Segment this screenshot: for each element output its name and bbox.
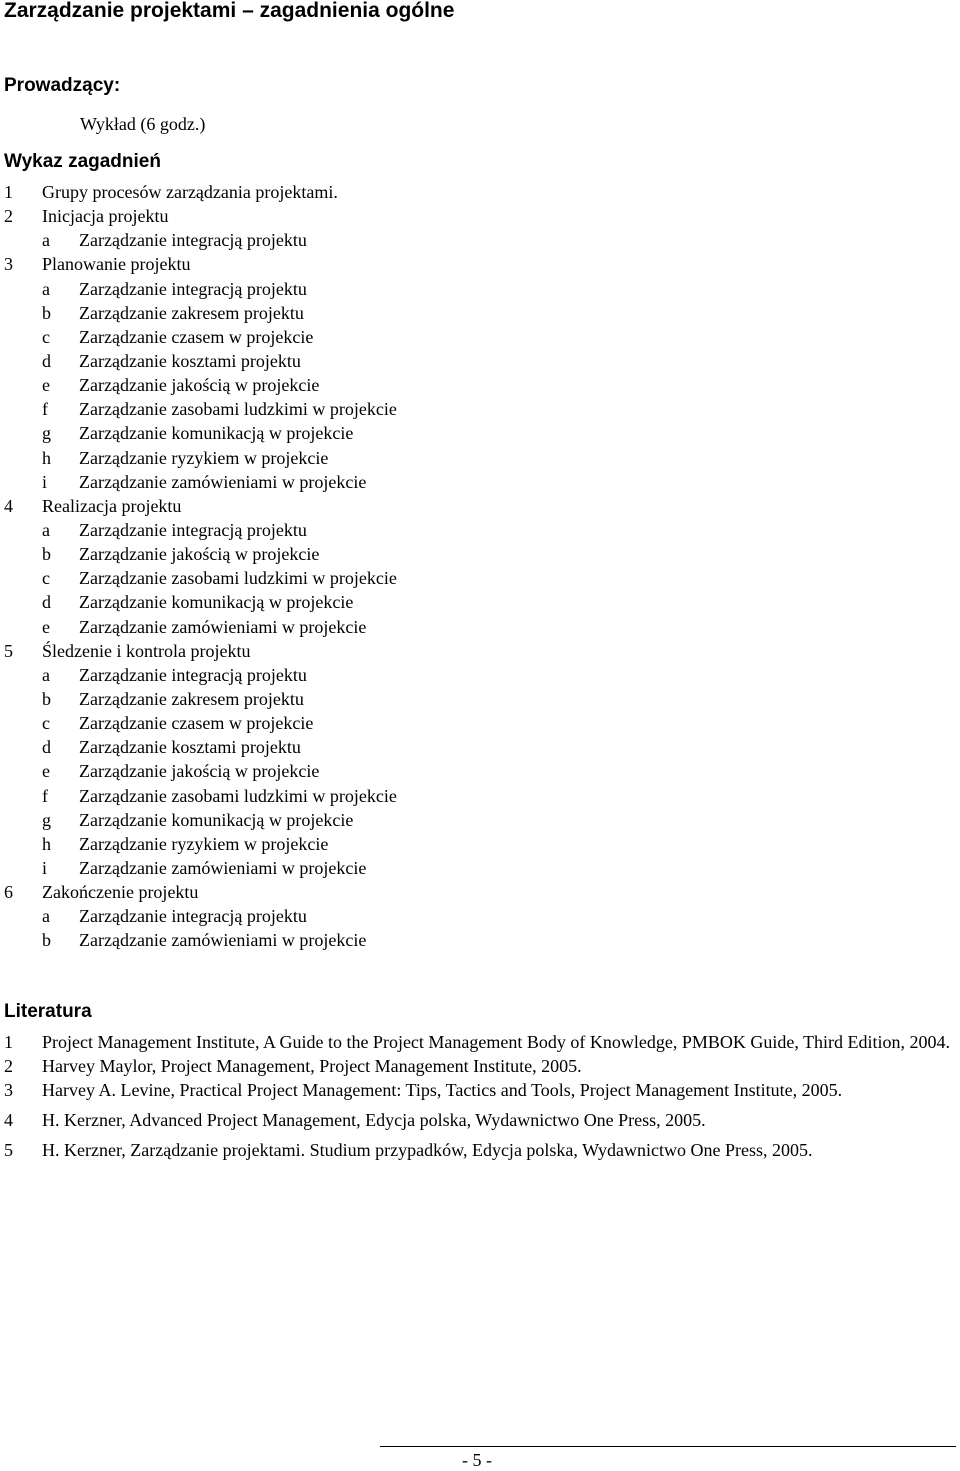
topic-text: Zarządzanie zasobami ludzkimi w projekcie xyxy=(79,399,397,420)
topic-number: d xyxy=(42,737,51,758)
topic-number: e xyxy=(42,375,50,396)
topic-number: c xyxy=(42,568,50,589)
topic-text: Zarządzanie ryzykiem w projekcie xyxy=(79,833,329,854)
literature-text: Harvey A. Levine, Practical Project Management: Tips, Tactics and Tools, Project Management Institute, 2005. xyxy=(42,1080,843,1100)
subtopic-item xyxy=(4,373,944,397)
topic-number: i xyxy=(42,471,48,492)
subtopic-item xyxy=(4,711,944,735)
subtopic-item xyxy=(4,759,944,783)
topic-number: 2 xyxy=(4,206,13,227)
subtopic-item xyxy=(4,808,944,832)
literature-number: 1 xyxy=(4,1032,13,1052)
lecture-info: Wykład (6 godz.) xyxy=(80,114,206,134)
lecturers-heading: Prowadzący: xyxy=(4,75,121,96)
topic-item xyxy=(4,252,944,276)
topic-number: 5 xyxy=(4,640,13,661)
literature-number: 5 xyxy=(4,1140,13,1160)
topic-text: Zarządzanie jakością w projekcie xyxy=(79,761,320,782)
topic-text: Zarządzanie zamówieniami w projekcie xyxy=(79,616,367,637)
subtopic-item xyxy=(4,904,944,928)
subtopic-item xyxy=(4,470,944,494)
literature-item xyxy=(4,1078,956,1102)
topic-number: b xyxy=(42,544,51,565)
topic-text: Inicjacja projektu xyxy=(42,206,169,227)
literature-text: Project Management Institute, A Guide to the Project Management Body of Knowledge, PMBOK Guide, Third Edition, 2004. xyxy=(42,1032,951,1052)
topic-number: 6 xyxy=(4,882,13,903)
subtopic-item xyxy=(4,397,944,421)
topic-number: e xyxy=(42,616,50,637)
subtopic-item xyxy=(4,615,944,639)
topic-number: f xyxy=(42,399,48,420)
topic-number: b xyxy=(42,930,51,951)
topic-text: Zarządzanie integracją projektu xyxy=(79,230,307,251)
topic-text: Zarządzanie komunikacją w projekcie xyxy=(79,423,354,444)
topic-number: 3 xyxy=(4,254,13,275)
literature-number: 3 xyxy=(4,1080,13,1100)
topic-text: Zarządzanie jakością w projekcie xyxy=(79,544,320,565)
subtopic-item xyxy=(4,566,944,590)
subtopic-item xyxy=(4,518,944,542)
topic-text: Zakończenie projektu xyxy=(42,882,199,903)
topic-number: a xyxy=(42,906,50,927)
subtopic-item xyxy=(4,349,944,373)
topic-text: Zarządzanie czasem w projekcie xyxy=(79,713,314,734)
topic-number: b xyxy=(42,302,51,323)
topic-number: f xyxy=(42,785,48,806)
page-title: Zarządzanie projektami – zagadnienia ogólne xyxy=(4,0,455,22)
topic-number: a xyxy=(42,278,50,299)
topic-text: Zarządzanie zakresem projektu xyxy=(79,688,304,709)
topic-text: Planowanie projektu xyxy=(42,254,191,275)
topic-number: b xyxy=(42,688,51,709)
topic-number: i xyxy=(42,857,48,878)
subtopic-item xyxy=(4,446,944,470)
literature-text: H. Kerzner, Advanced Project Management, Edycja polska, Wydawnictwo One Press, 2005. xyxy=(42,1110,706,1130)
topic-number: h xyxy=(42,447,51,468)
topic-number: a xyxy=(42,519,50,540)
topic-text: Zarządzanie zakresem projektu xyxy=(79,302,304,323)
subtopic-item xyxy=(4,784,944,808)
literature-heading: Literatura xyxy=(4,1001,92,1022)
topic-text: Śledzenie i kontrola projektu xyxy=(42,640,251,661)
topic-item xyxy=(4,494,944,518)
literature-text: Harvey Maylor, Project Management, Project Management Institute, 2005. xyxy=(42,1056,582,1076)
topic-text: Zarządzanie komunikacją w projekcie xyxy=(79,809,354,830)
topic-number: g xyxy=(42,423,51,444)
topic-number: d xyxy=(42,350,51,371)
subtopic-item xyxy=(4,735,944,759)
topic-text: Zarządzanie integracją projektu xyxy=(79,519,307,540)
topic-number: e xyxy=(42,761,50,782)
subtopic-item xyxy=(4,832,944,856)
topic-item xyxy=(4,180,944,204)
subtopic-item xyxy=(4,301,944,325)
page-number: - 5 - xyxy=(462,1450,492,1470)
topic-text: Zarządzanie integracją projektu xyxy=(79,906,307,927)
literature-number: 4 xyxy=(4,1110,13,1130)
subtopic-item xyxy=(4,421,944,445)
subtopic-item xyxy=(4,663,944,687)
literature-item xyxy=(4,1138,956,1162)
topic-number: 4 xyxy=(4,495,13,516)
subtopic-item xyxy=(4,542,944,566)
topic-text: Zarządzanie ryzykiem w projekcie xyxy=(79,447,329,468)
literature-list xyxy=(4,1030,956,1162)
topic-text: Zarządzanie kosztami projektu xyxy=(79,350,301,371)
topic-number: d xyxy=(42,592,51,613)
topic-text: Realizacja projektu xyxy=(42,495,182,516)
literature-item xyxy=(4,1030,956,1054)
literature-text: H. Kerzner, Zarządzanie projektami. Studium przypadków, Edycja polska, Wydawnictwo One Press, 2005. xyxy=(42,1140,813,1160)
topic-text: Zarządzanie komunikacją w projekcie xyxy=(79,592,354,613)
footer-divider xyxy=(380,1446,956,1447)
literature-number: 2 xyxy=(4,1056,13,1076)
topic-number: g xyxy=(42,809,51,830)
topic-number: a xyxy=(42,230,50,251)
topic-text: Grupy procesów zarządzania projektami. xyxy=(42,182,338,202)
topic-number: c xyxy=(42,713,50,734)
literature-item xyxy=(4,1108,956,1132)
topic-number: 1 xyxy=(4,182,13,202)
subtopic-item xyxy=(4,325,944,349)
topic-text: Zarządzanie jakością w projekcie xyxy=(79,375,320,396)
subtopic-item xyxy=(4,856,944,880)
topics-heading: Wykaz zagadnień xyxy=(4,151,161,172)
literature-item xyxy=(4,1054,956,1078)
subtopic-item xyxy=(4,590,944,614)
topic-text: Zarządzanie czasem w projekcie xyxy=(79,326,314,347)
subtopic-item xyxy=(4,277,944,301)
topic-item xyxy=(4,204,944,228)
topic-text: Zarządzanie zasobami ludzkimi w projekcie xyxy=(79,568,397,589)
topic-text: Zarządzanie integracją projektu xyxy=(79,278,307,299)
topic-text: Zarządzanie zamówieniami w projekcie xyxy=(79,930,367,951)
topic-number: a xyxy=(42,664,50,685)
topic-number: h xyxy=(42,833,51,854)
topic-item xyxy=(4,880,944,904)
subtopic-item xyxy=(4,687,944,711)
topic-number: c xyxy=(42,326,50,347)
topics-list xyxy=(4,180,944,953)
topic-text: Zarządzanie integracją projektu xyxy=(79,664,307,685)
topic-text: Zarządzanie zamówieniami w projekcie xyxy=(79,471,367,492)
topic-text: Zarządzanie kosztami projektu xyxy=(79,737,301,758)
topic-item xyxy=(4,639,944,663)
topic-text: Zarządzanie zasobami ludzkimi w projekcie xyxy=(79,785,397,806)
topic-text: Zarządzanie zamówieniami w projekcie xyxy=(79,857,367,878)
subtopic-item xyxy=(4,228,944,252)
subtopic-item xyxy=(4,928,944,952)
